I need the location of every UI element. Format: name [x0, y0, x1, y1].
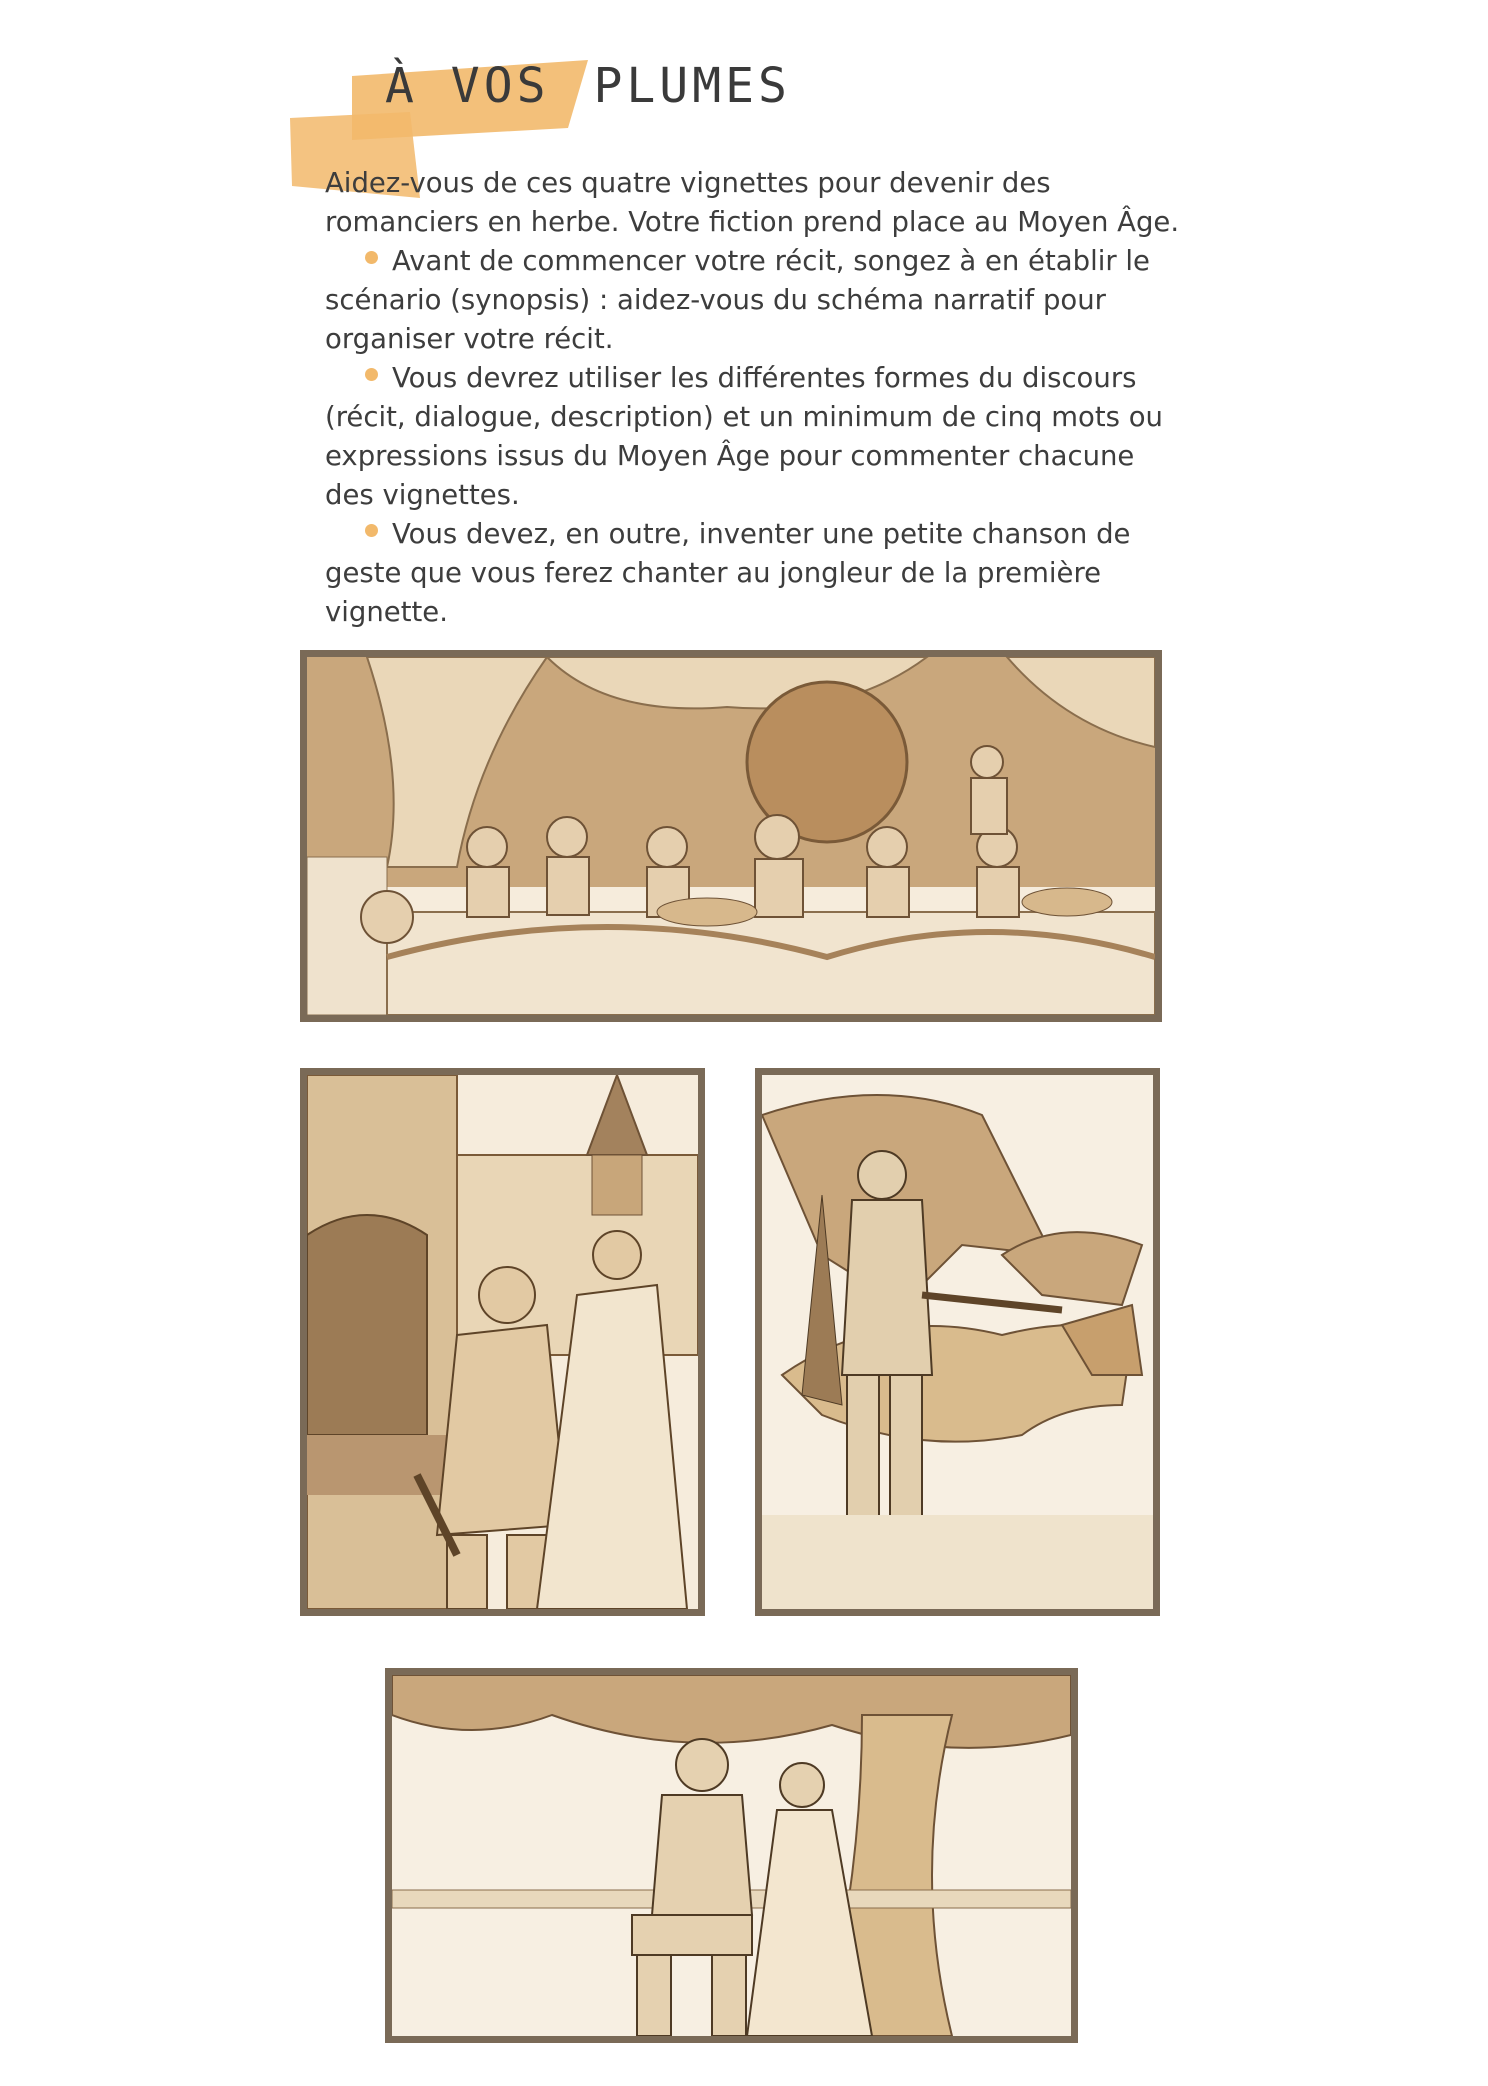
bullet-item-3: Vous devez, en outre, inventer une petite chanson de geste que vous ferez chanter au jongleur de la première vignette. — [325, 518, 1131, 628]
illustration-banquet-hall — [300, 650, 1162, 1022]
illustration-castle-gate — [300, 1068, 705, 1616]
intro-paragraph: Aidez-vous de ces quatre vignettes pour devenir des romanciers en herbe. Votre fiction prend place au Moyen Âge. — [325, 167, 1180, 238]
title-word-plumes: PLUMES — [593, 58, 791, 114]
instructions — [325, 164, 1185, 632]
title-word-a-vos: À VOS — [385, 58, 550, 114]
bullet-dot-icon — [365, 368, 378, 381]
bullet-item-2: Vous devrez utiliser les différentes formes du discours (récit, dialogue, description) et un minimum de cinq mots ou expressions issus du Moyen Âge pour commenter chacune des vignettes. — [325, 362, 1163, 511]
illustration-couple-tree — [385, 1668, 1078, 2043]
page-title — [385, 58, 791, 114]
illustration-knight-dragon — [755, 1068, 1160, 1616]
bullet-item-1: Avant de commencer votre récit, songez à en établir le scénario (synopsis) : aidez-vous du schéma narratif pour organiser votre récit. — [325, 245, 1150, 355]
bullet-dot-icon — [365, 251, 378, 264]
bullet-dot-icon — [365, 524, 378, 537]
